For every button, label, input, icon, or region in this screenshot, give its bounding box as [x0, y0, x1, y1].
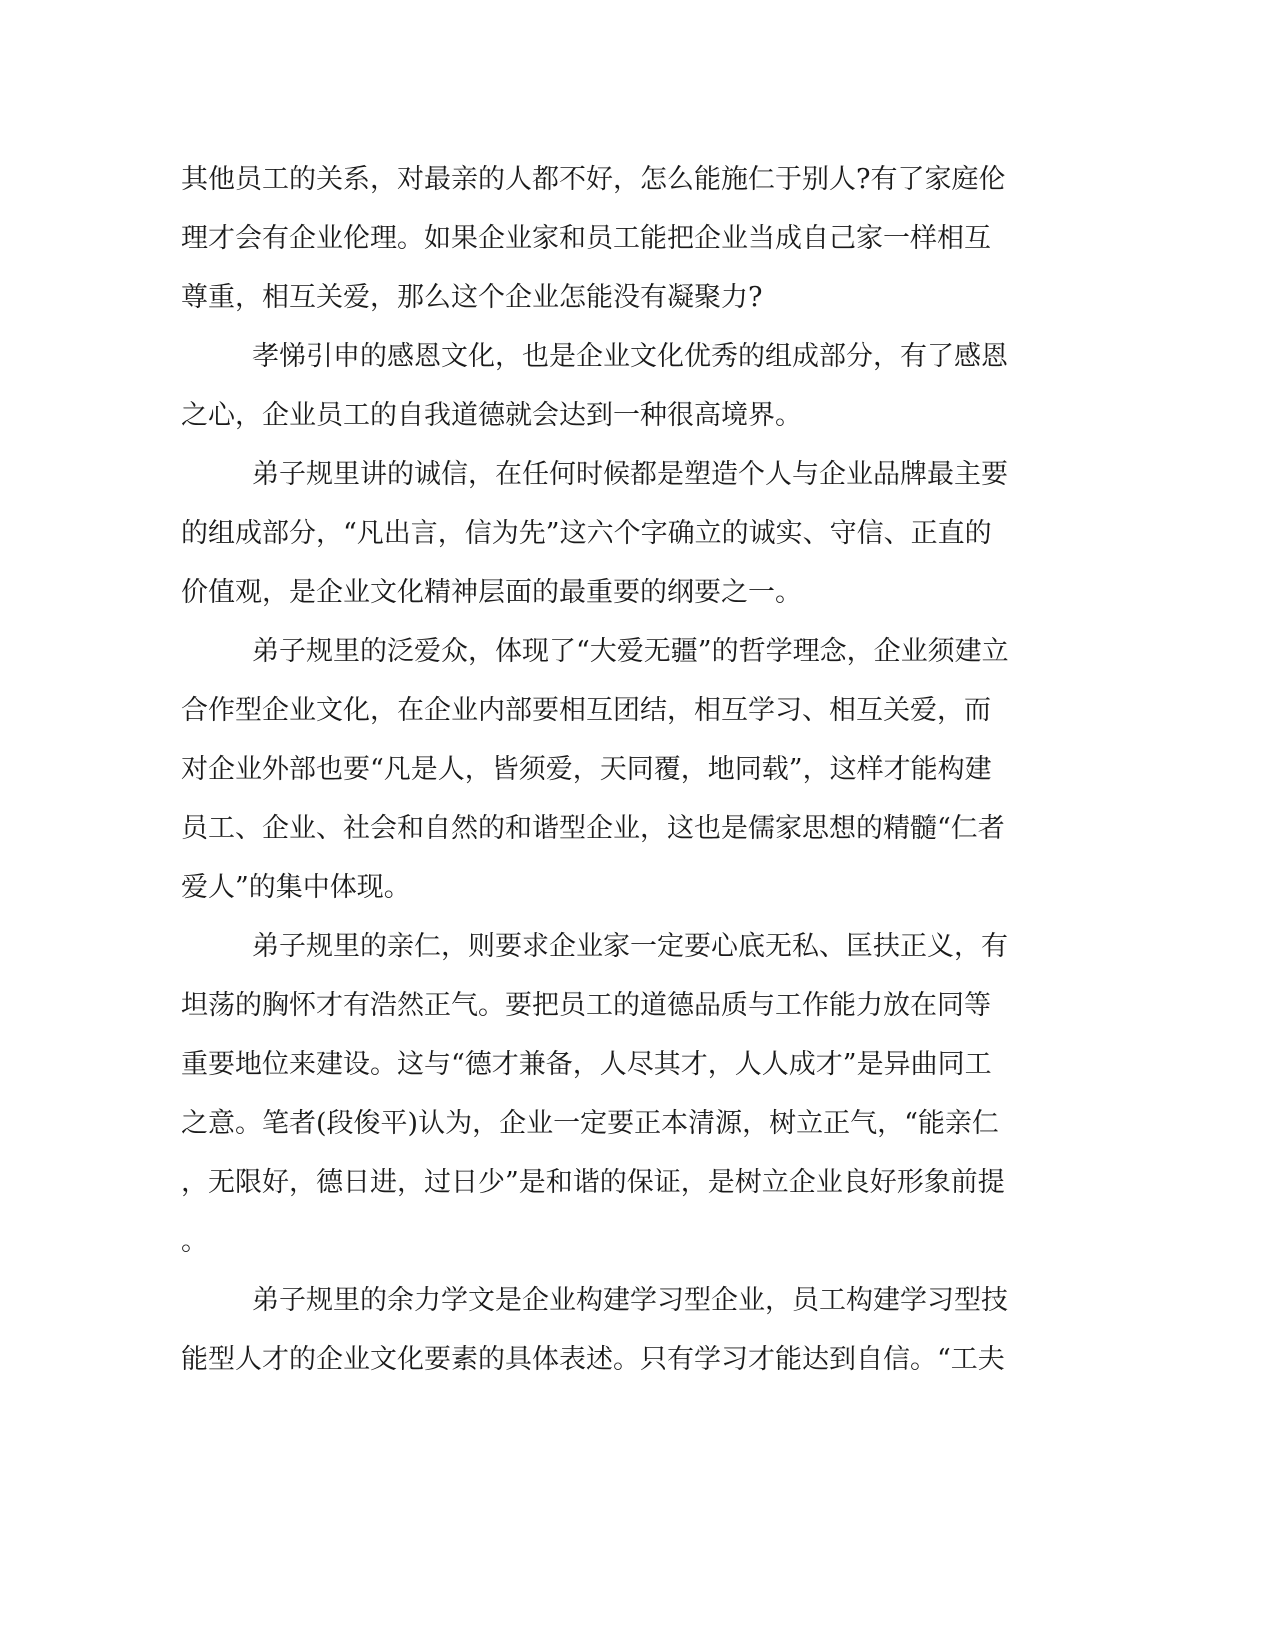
- line-text: 爱人”的集中体现。: [181, 872, 411, 903]
- text-line: [0, 750, 1275, 790]
- text-line: [0, 691, 1275, 731]
- text-line: [0, 632, 1275, 672]
- line-text: 对企业外部也要“凡是人，皆须爱，天同覆，地同载”，这样才能构建: [181, 754, 992, 785]
- line-text: 其他员工的关系，对最亲的人都不好，怎么能施仁于别人?有了家庭伦: [181, 164, 1006, 195]
- text-line: [0, 927, 1275, 967]
- text-line: [0, 1104, 1275, 1144]
- text-line: [0, 809, 1275, 849]
- text-line: [0, 278, 1275, 318]
- line-text: 的组成部分，“凡出言，信为先”这六个字确立的诚实、守信、正直的: [181, 518, 992, 549]
- text-line: [0, 219, 1275, 259]
- text-line: [0, 160, 1275, 200]
- line-text: 弟子规里讲的诚信，在任何时候都是塑造个人与企业品牌最主要: [252, 459, 1008, 490]
- text-line: [0, 396, 1275, 436]
- line-text: 能型人才的企业文化要素的具体表述。只有学习才能达到自信。“工夫: [181, 1344, 1005, 1375]
- line-text: 尊重，相互关爱，那么这个企业怎能没有凝聚力?: [181, 282, 763, 313]
- text-line: [0, 337, 1275, 377]
- line-text: ，无限好，德日进，过日少”是和谐的保证，是树立企业良好形象前提: [181, 1167, 1005, 1198]
- text-line: [0, 1163, 1275, 1203]
- line-text: 弟子规里的泛爱众，体现了“大爱无疆”的哲学理念，企业须建立: [252, 636, 1009, 667]
- text-line: [0, 573, 1275, 613]
- line-text: 员工、企业、社会和自然的和谐型企业，这也是儒家思想的精髓“仁者: [181, 813, 1005, 844]
- line-text: 。: [181, 1226, 208, 1257]
- line-text: 价值观，是企业文化精神层面的最重要的纲要之一。: [181, 577, 802, 608]
- line-text: 之心，企业员工的自我道德就会达到一种很高境界。: [181, 400, 802, 431]
- text-line: [0, 1045, 1275, 1085]
- text-line: [0, 1340, 1275, 1380]
- line-text: 重要地位来建设。这与“德才兼备，人尽其才，人人成才”是异曲同工: [181, 1049, 992, 1080]
- text-line: [0, 1222, 1275, 1262]
- line-text: 弟子规里的余力学文是企业构建学习型企业，员工构建学习型技: [252, 1285, 1008, 1316]
- text-line: [0, 455, 1275, 495]
- line-text: 合作型企业文化，在企业内部要相互团结，相互学习、相互关爱，而: [181, 695, 991, 726]
- text-line: [0, 868, 1275, 908]
- line-text: 坦荡的胸怀才有浩然正气。要把员工的道德品质与工作能力放在同等: [181, 990, 991, 1021]
- text-line: [0, 986, 1275, 1026]
- text-line: [0, 1281, 1275, 1321]
- line-text: 之意。笔者(段俊平)认为，企业一定要正本清源，树立正气，“能亲仁: [181, 1108, 999, 1139]
- line-text: 理才会有企业伦理。如果企业家和员工能把企业当成自己家一样相互: [181, 223, 991, 254]
- line-text: 孝悌引申的感恩文化，也是企业文化优秀的组成部分，有了感恩: [252, 341, 1008, 372]
- text-line: [0, 514, 1275, 554]
- line-text: 弟子规里的亲仁，则要求企业家一定要心底无私、匡扶正义，有: [252, 931, 1008, 962]
